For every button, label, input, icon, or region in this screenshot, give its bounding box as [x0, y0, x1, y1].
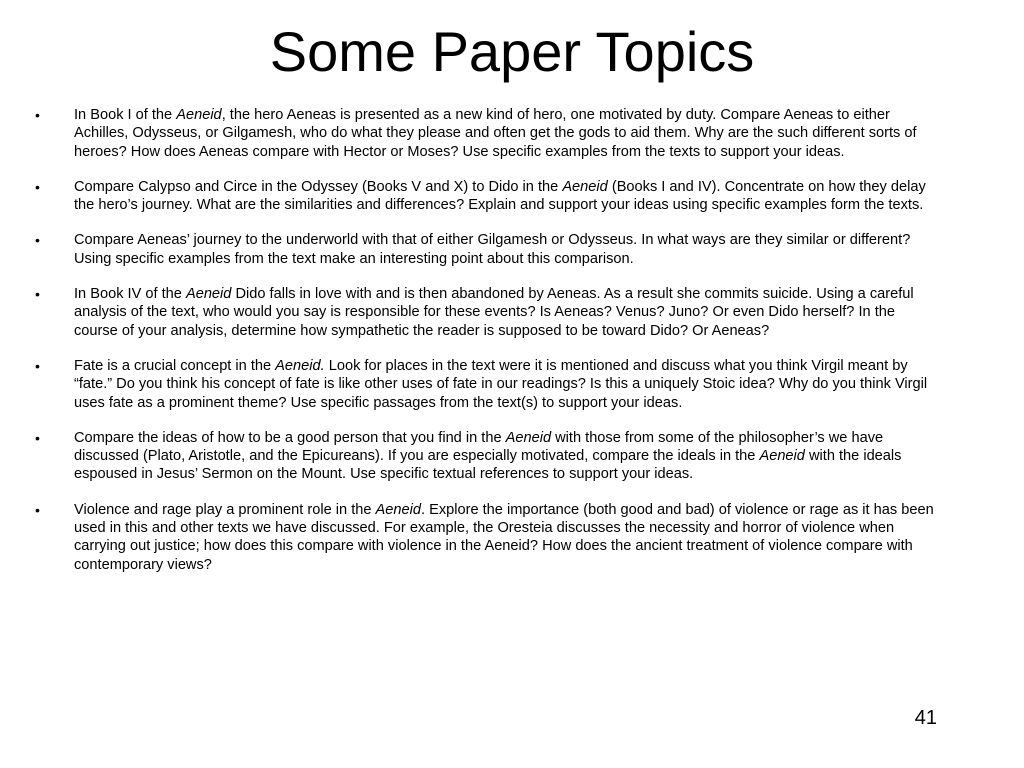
topic-text-part: In Book I of the [74, 107, 177, 123]
topic-text [74, 178, 940, 215]
bullet-icon: • [35, 107, 40, 123]
topic-text-part: with the ideals espoused in Jesus’ Sermon on the Mount. Use specific textual references to support your ideas. [74, 448, 902, 483]
topic-item-6 [35, 429, 940, 484]
bullet-icon: • [35, 357, 40, 374]
topic-text-part: In Book IV of the [74, 286, 186, 303]
work-title: Aeneid [375, 501, 421, 518]
topic-text [74, 501, 940, 574]
topic-list [35, 106, 940, 591]
topic-text [74, 285, 940, 340]
bullet-icon: • [35, 286, 40, 303]
topic-text-part: with those from some of the philosopher’s we have discussed (Plato, Aristotle, and the Epicureans). If you are especially motivated, compare the ideals in the [74, 429, 884, 465]
work-title: Aeneid. [275, 357, 325, 374]
bullet-icon: • [35, 178, 40, 195]
work-title: Aeneid [505, 429, 552, 446]
topic-text-part: Compare the ideas of how to be a good person that you find in the [74, 429, 506, 446]
topic-item-2 [35, 178, 940, 215]
bullet-icon: • [35, 501, 40, 518]
topic-text [74, 231, 940, 268]
work-title: Aeneid [562, 178, 608, 195]
topic-text-part: Fate is a crucial concept in the [74, 357, 276, 374]
topic-text [74, 106, 940, 161]
page-number: 41 [914, 707, 937, 729]
topic-text-part: . Explore the importance (both good and bad) of violence or rage as it has been used in this and other texts we have discussed. For example, the Oresteia discusses the necessity and horror of violence when carrying out justice; how does this compare with violence in the Aeneid? How does the ancient treatment of violence compare with contemporary views? [74, 501, 934, 573]
topic-text-part: Compare Aeneas’ journey to the underworld with that of either Gilgamesh or Odysseus. In what ways are they similar or different? Using specific examples from the text make an interesting point about this comparison. [74, 232, 911, 267]
topic-text [74, 429, 940, 484]
work-title: Aeneid [185, 286, 232, 303]
topic-item-7 [35, 501, 940, 574]
topic-text-part: , the hero Aeneas is presented as a new kind of hero, one motivated by duty. Compare Aeneas to either Achilles, Odysseus, or Gilgamesh, who do what they please and often get the gods to aid them. Why are the such different sorts of heroes? How does Aeneas compare with Hector or Moses? Use specific examples from the texts to support your ideas. [74, 107, 917, 160]
slide-title: Some Paper Topics [269, 20, 755, 83]
topic-item-1 [35, 106, 940, 161]
topic-text-part: (Books I and IV). Concentrate on how they delay the hero’s journey. What are the similarities and differences? Explain and support your ideas using specific examples form the texts. [74, 178, 926, 214]
topic-text [74, 357, 940, 412]
topic-text-part: Dido falls in love with and is then abandoned by Aeneas. As a result she commits suicide. Using a careful analysis of the text, who would you say is responsible for these events? Is Aeneas? Venus? Juno? Or even Dido herself? In the course of your analysis, determine how sympathetic the reader is supposed to be toward Dido? Or Aeneas? [74, 286, 914, 339]
topic-item-4 [35, 285, 940, 340]
work-title: Aeneid [759, 448, 805, 465]
bullet-icon: • [35, 232, 40, 249]
topic-item-3 [35, 231, 940, 268]
topic-text-part: Look for places in the text were it is mentioned and discuss what you think Virgil meant by “fate.” Do you think his concept of fate is like other uses of fate in our readings? Is this a uniquely Stoic idea? Why do you think Virgil uses fate as a prominent theme? Use specific passages from the text(s) to support your ideas. [74, 357, 928, 411]
work-title: Aeneid [176, 107, 222, 123]
bullet-icon: • [35, 429, 40, 446]
topic-text-part: Compare Calypso and Circe in the Odyssey (Books V and X) to Dido in the [74, 178, 563, 195]
topic-text-part: Violence and rage play a prominent role in the [74, 501, 376, 518]
topic-item-5 [35, 357, 940, 412]
